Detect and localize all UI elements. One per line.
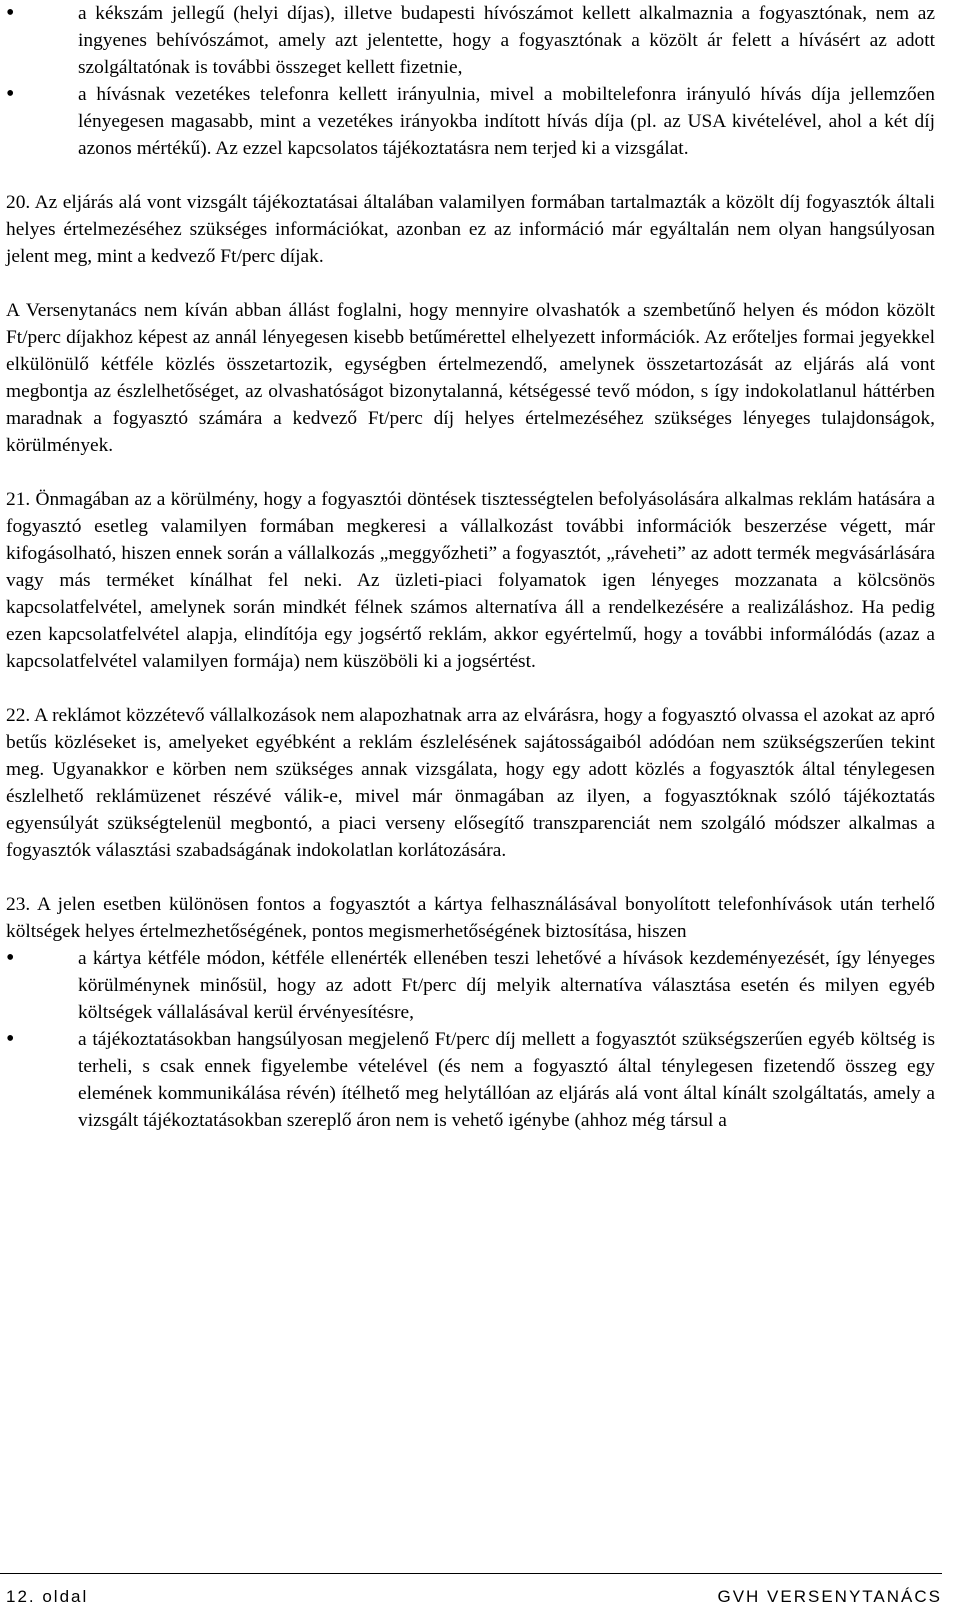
document-body (6, 0, 935, 1134)
bullet-list-top (6, 0, 935, 162)
paragraph-gap (6, 270, 935, 297)
paragraph-gap (6, 162, 935, 189)
page-footer (0, 1573, 942, 1614)
bullet-item: • a hívásnak vezetékes telefonra kellett irányulnia, mivel a mobiltelefonra irányuló hívás díja jellemzően lényegesen magasabb, mint a vezetékes irányokba indított hívás díja (pl. az USA kivételével, ahol a két díj azonos mértékű). Az ezzel kapcsolatos tájékoztatásra nem terjed ki a vizsgálat. (6, 81, 935, 162)
paragraph-20: 20. Az eljárás alá vont vizsgált tájékoztatásai általában valamilyen formában tartalmazták a közölt díj fogyasztók általi helyes értelmezéséhez szükséges információkat, azonban ez az információ már egyáltalán nem olyan hangsúlyosan jelent meg, mint a kedvező Ft/perc díjak. (6, 192, 935, 267)
paragraph-22: 22. A reklámot közzétevő vállalkozások nem alapozhatnak arra az elvárásra, hogy a fogyasztó olvassa el azokat az apró betűs közléseket is, amelyeket egyébként a reklám észlelésének sajátosságaiból adódóan nem szükségszerűen tekint meg. Ugyanakkor e körben nem szükséges annak vizsgálata, hogy egy adott közlés a fogyasztók által ténylegesen észlelhető reklámüzenet részévé válik-e, mivel már önmagában az ilyen, a fogyasztóknak szóló tájékoztatás egyensúlyát szükségtelenül megbontó, a piaci verseny elősegítő transzparenciát nem szolgáló módszer alkalmas a fogyasztók választási szabadságának indokolatlan korlátozására. (6, 705, 935, 861)
footer-organization: GVH VERSENYTANÁCS (717, 1587, 942, 1606)
bullet-item: • a kékszám jellegű (helyi díjas), illetve budapesti hívószámot kellett alkalmaznia a fogyasztónak, nem az ingyenes behívószámot, amely azt jelentette, hogy a fogyasztónak a közölt ár felett a hívásért az adott szolgáltatónak is további összeget kellett fizetnie, (6, 0, 935, 81)
paragraph-gap (6, 459, 935, 486)
bullet-item: • a tájékoztatásokban hangsúlyosan megjelenő Ft/perc díj mellett a fogyasztót szükségszerűen egyéb költség is terheli, s csak ennek figyelembe vételével (és nem a fogyasztó által ténylegesen fizetendő összeg egy elemének kommunikálása révén) ítélhető meg helytállóan az eljárás alá vont által kínált szolgáltatás, amely a vizsgált tájékoztatásokban szereplő áron nem is vehető igénybe (ahhoz még társul a (6, 1026, 935, 1134)
page-number: 12. oldal (6, 1587, 89, 1606)
paragraph-gap (6, 675, 935, 702)
paragraph-gap (6, 864, 935, 891)
paragraph-versenytanacs: A Versenytanács nem kíván abban állást foglalni, hogy mennyire olvashatók a szembetűnő helyen és módon közölt Ft/perc díjakhoz képest az annál lényegesen kisebb betűmérettel elhelyezett információk. Az erőteljes formai jegyekkel elkülönülő kétféle közlés összetartozik, egységben értelmezendő, amelynek összetartozását az eljárás alá vont megbontja az észlelhetőséget, az olvashatóságot bizonytalanná, kétségessé tevő módon, s így indokolatlanul háttérben maradnak a fogyasztó számára a kedvező Ft/perc díj helyes értelmezéséhez szükséges lényeges tulajdonságok, körülmények. (6, 300, 935, 456)
bullet-list-bottom (6, 945, 935, 1134)
paragraph-21: 21. Önmagában az a körülmény, hogy a fogyasztói döntések tisztességtelen befolyásolására alkalmas reklám hatására a fogyasztó esetleg valamilyen formában megkeresi a vállalkozást további információk beszerzése végett, már kifogásolható, hiszen ennek során a vállalkozás „meggyőzheti” a fogyasztót, „ráveheti” az adott termék megvásárlására vagy más terméket kínálhat fel neki. Az üzleti-piaci folyamatok igen lényeges mozzanata a kölcsönös kapcsolatfelvétel, amelynek során mindkét félnek számos alternatíva áll a rendelkezésére a realizáláshoz. Ha pedig ezen kapcsolatfelvétel alapja, elindítója egy jogsértő reklám, akkor egyértelmű, hogy a további informálódás (azaz a kapcsolatfelvétel valamilyen formája) nem küszöböli ki a jogsértést. (6, 489, 935, 672)
bullet-item: • a kártya kétféle módon, kétféle ellenérték ellenében teszi lehetővé a hívások kezdeményezését, így lényeges körülménynek minősül, hogy az adott Ft/perc díj melyik alternatíva választása esetén és milyen egyéb költségek vállalásával kerül érvényesítésre, (6, 945, 935, 1026)
paragraph-23: 23. A jelen esetben különösen fontos a fogyasztót a kártya felhasználásával bonyolított telefonhívások után terhelő költségek helyes értelmezhetőségének, pontos megismerhetőségének biztosítása, hiszen (6, 894, 935, 942)
